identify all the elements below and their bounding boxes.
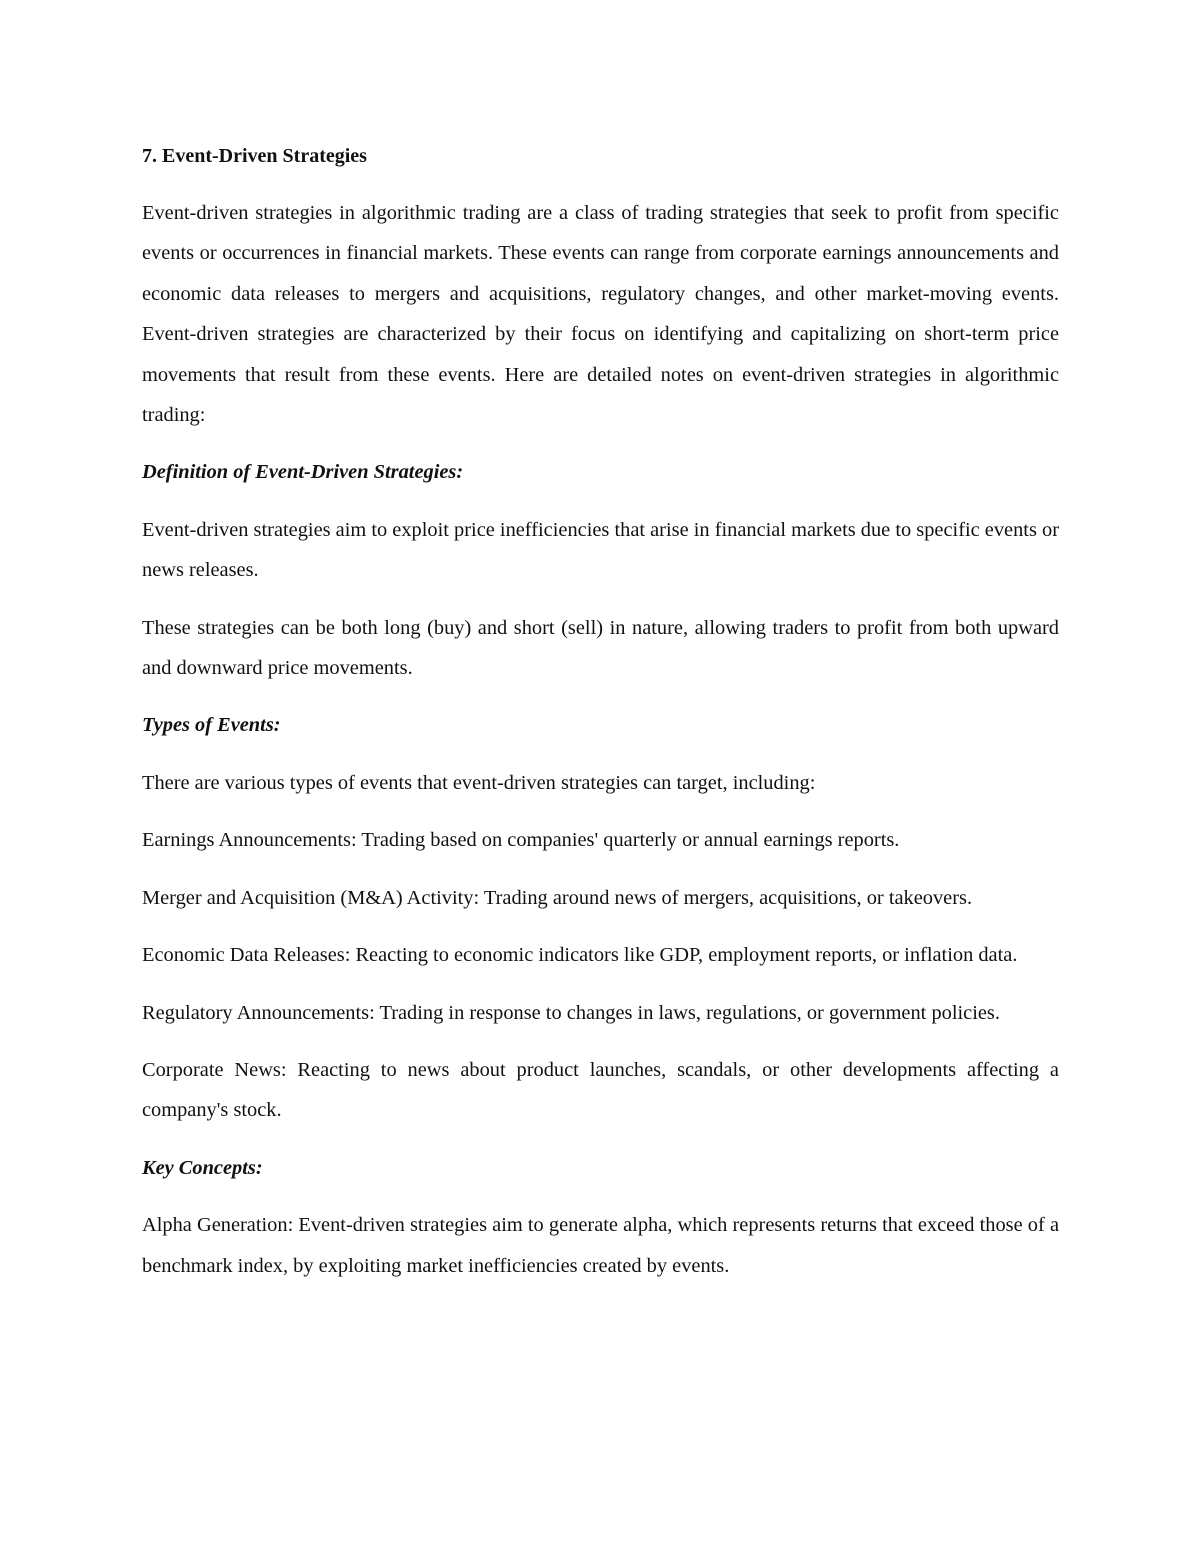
event-type-economic-data: Economic Data Releases: Reacting to economic indicators like GDP, employment reports, or inflation data.: [142, 944, 1018, 967]
event-type-regulatory: Regulatory Announcements: Trading in response to changes in laws, regulations, or government policies.: [142, 1001, 1000, 1024]
concept-alpha-generation: Alpha Generation: Event-driven strategies aim to generate alpha, which represents returns that exceed those of a benchmark index, by exploiting market inefficiencies created by events.: [142, 1214, 1059, 1277]
event-type-earnings: Earnings Announcements: Trading based on companies' quarterly or annual earnings reports.: [142, 829, 900, 852]
definition-heading: Definition of Event-Driven Strategies:: [142, 461, 464, 484]
section-title: 7. Event-Driven Strategies: [142, 145, 367, 167]
document-body: [142, 136, 1059, 1303]
event-type-corporate-news: Corporate News: Reacting to news about product launches, scandals, or other developments affecting a company's stock.: [142, 1058, 1059, 1122]
concepts-heading: Key Concepts:: [142, 1156, 263, 1179]
event-type-merger-acquisition: Merger and Acquisition (M&A) Activity: Trading around news of mergers, acquisitions, or takeovers.: [142, 886, 973, 909]
definition-paragraph: These strategies can be both long (buy) and short (sell) in nature, allowing traders to profit from both upward and downward price movements.: [142, 616, 1059, 680]
types-intro-paragraph: There are various types of events that event-driven strategies can target, including:: [142, 771, 816, 794]
types-heading: Types of Events:: [142, 714, 281, 737]
intro-paragraph: Event-driven strategies in algorithmic trading are a class of trading strategies that seek to profit from specific events or occurrences in financial markets. These events can range from corporate earnings announcements and economic data releases to mergers and acquisitions, regulatory changes, and other market-moving events. Event-driven strategies are characterized by their focus on identifying and capitalizing on short-term price movements that result from these events. Here are detailed notes on event-driven strategies in algorithmic trading:: [142, 202, 1059, 427]
definition-paragraph: Event-driven strategies aim to exploit price inefficiencies that arise in financial markets due to specific events or news releases.: [142, 518, 1059, 582]
